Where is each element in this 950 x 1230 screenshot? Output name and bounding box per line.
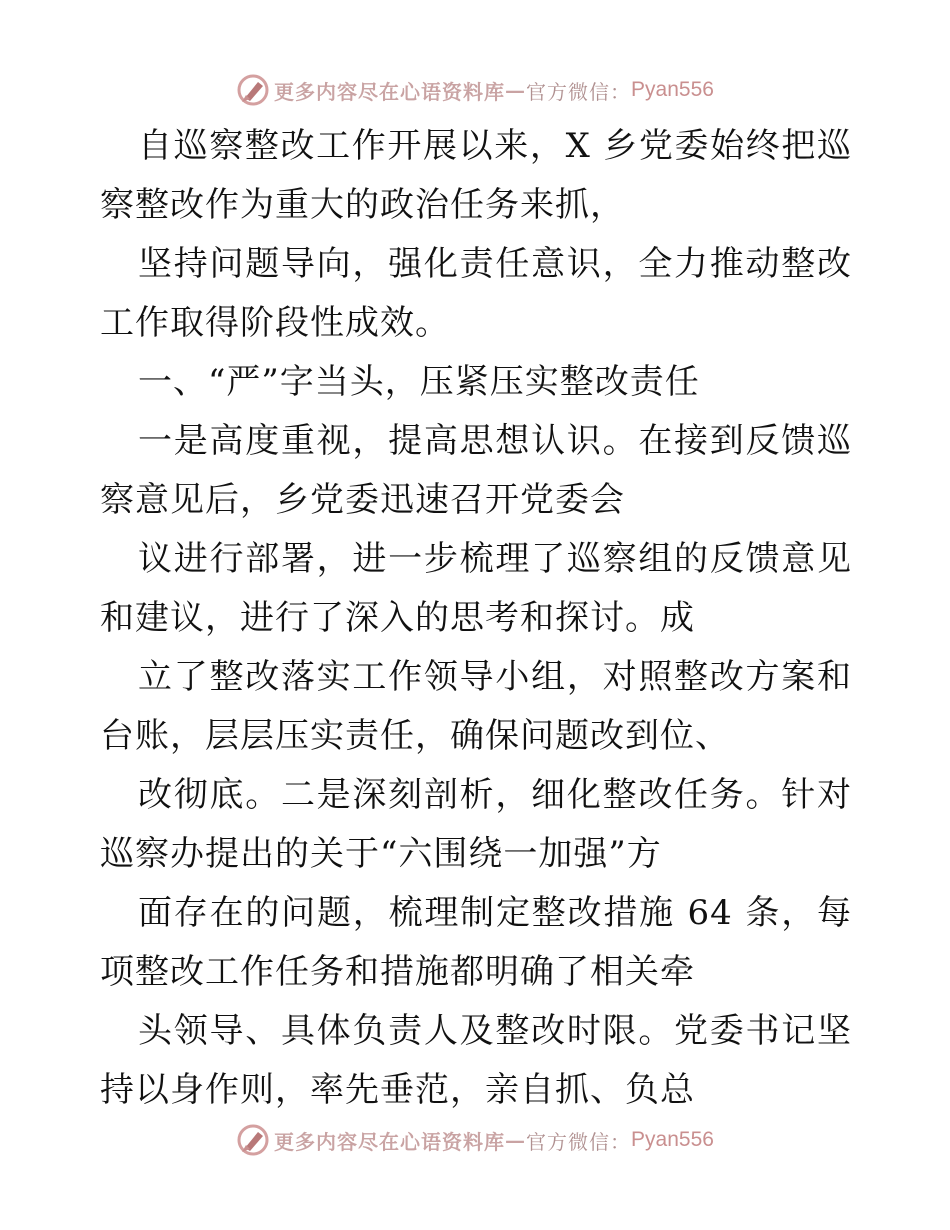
paragraph: 自巡察整改工作开展以来，X 乡党委始终把巡察整改作为重大的政治任务来抓， (100, 126, 852, 225)
paragraph: 议进行部署，进一步梳理了巡察组的反馈意见和建议，进行了深入的思考和探讨。成 (100, 539, 852, 638)
watermark-wechat-id: Pyan556 (631, 78, 714, 101)
pen-nib-logo-icon (236, 1123, 270, 1157)
paragraph: 一是高度重视，提高思想认识。在接到反馈巡察意见后，乡党委迅速召开党委会 (100, 421, 852, 520)
paragraph: 面存在的问题，梳理制定整改措施 64 条，每项整改工作任务和措施都明确了相关牵 (100, 893, 852, 992)
document-body (100, 117, 852, 1120)
watermark-banner-bottom (0, 1120, 950, 1160)
watermark-wechat-label: 官方微信： (526, 79, 632, 104)
watermark-text: 更多内容尽在心语资料库 (274, 79, 506, 104)
paragraph: 改彻底。二是深刻剖析，细化整改任务。针对巡察办提出的关于“六围绕一加强”方 (100, 775, 852, 874)
pen-nib-logo-icon (236, 73, 270, 107)
section-heading: 一、“严”字当头，压紧压实整改责任 (138, 362, 700, 402)
watermark-dash: — (505, 1128, 527, 1152)
paragraph: 坚持问题导向，强化责任意识，全力推动整改工作取得阶段性成效。 (100, 244, 852, 343)
watermark-text: 更多内容尽在心语资料库 (274, 1129, 506, 1154)
watermark-wechat-label: 官方微信： (526, 1129, 632, 1154)
watermark-banner-top (0, 70, 950, 110)
watermark-wechat-id: Pyan556 (631, 1128, 714, 1151)
paragraph: 头领导、具体负责人及整改时限。党委书记坚持以身作则，率先垂范，亲自抓、负总 (100, 1011, 852, 1110)
paragraph: 立了整改落实工作领导小组，对照整改方案和台账，层层压实责任，确保问题改到位、 (100, 657, 852, 756)
watermark-dash: — (505, 78, 527, 102)
